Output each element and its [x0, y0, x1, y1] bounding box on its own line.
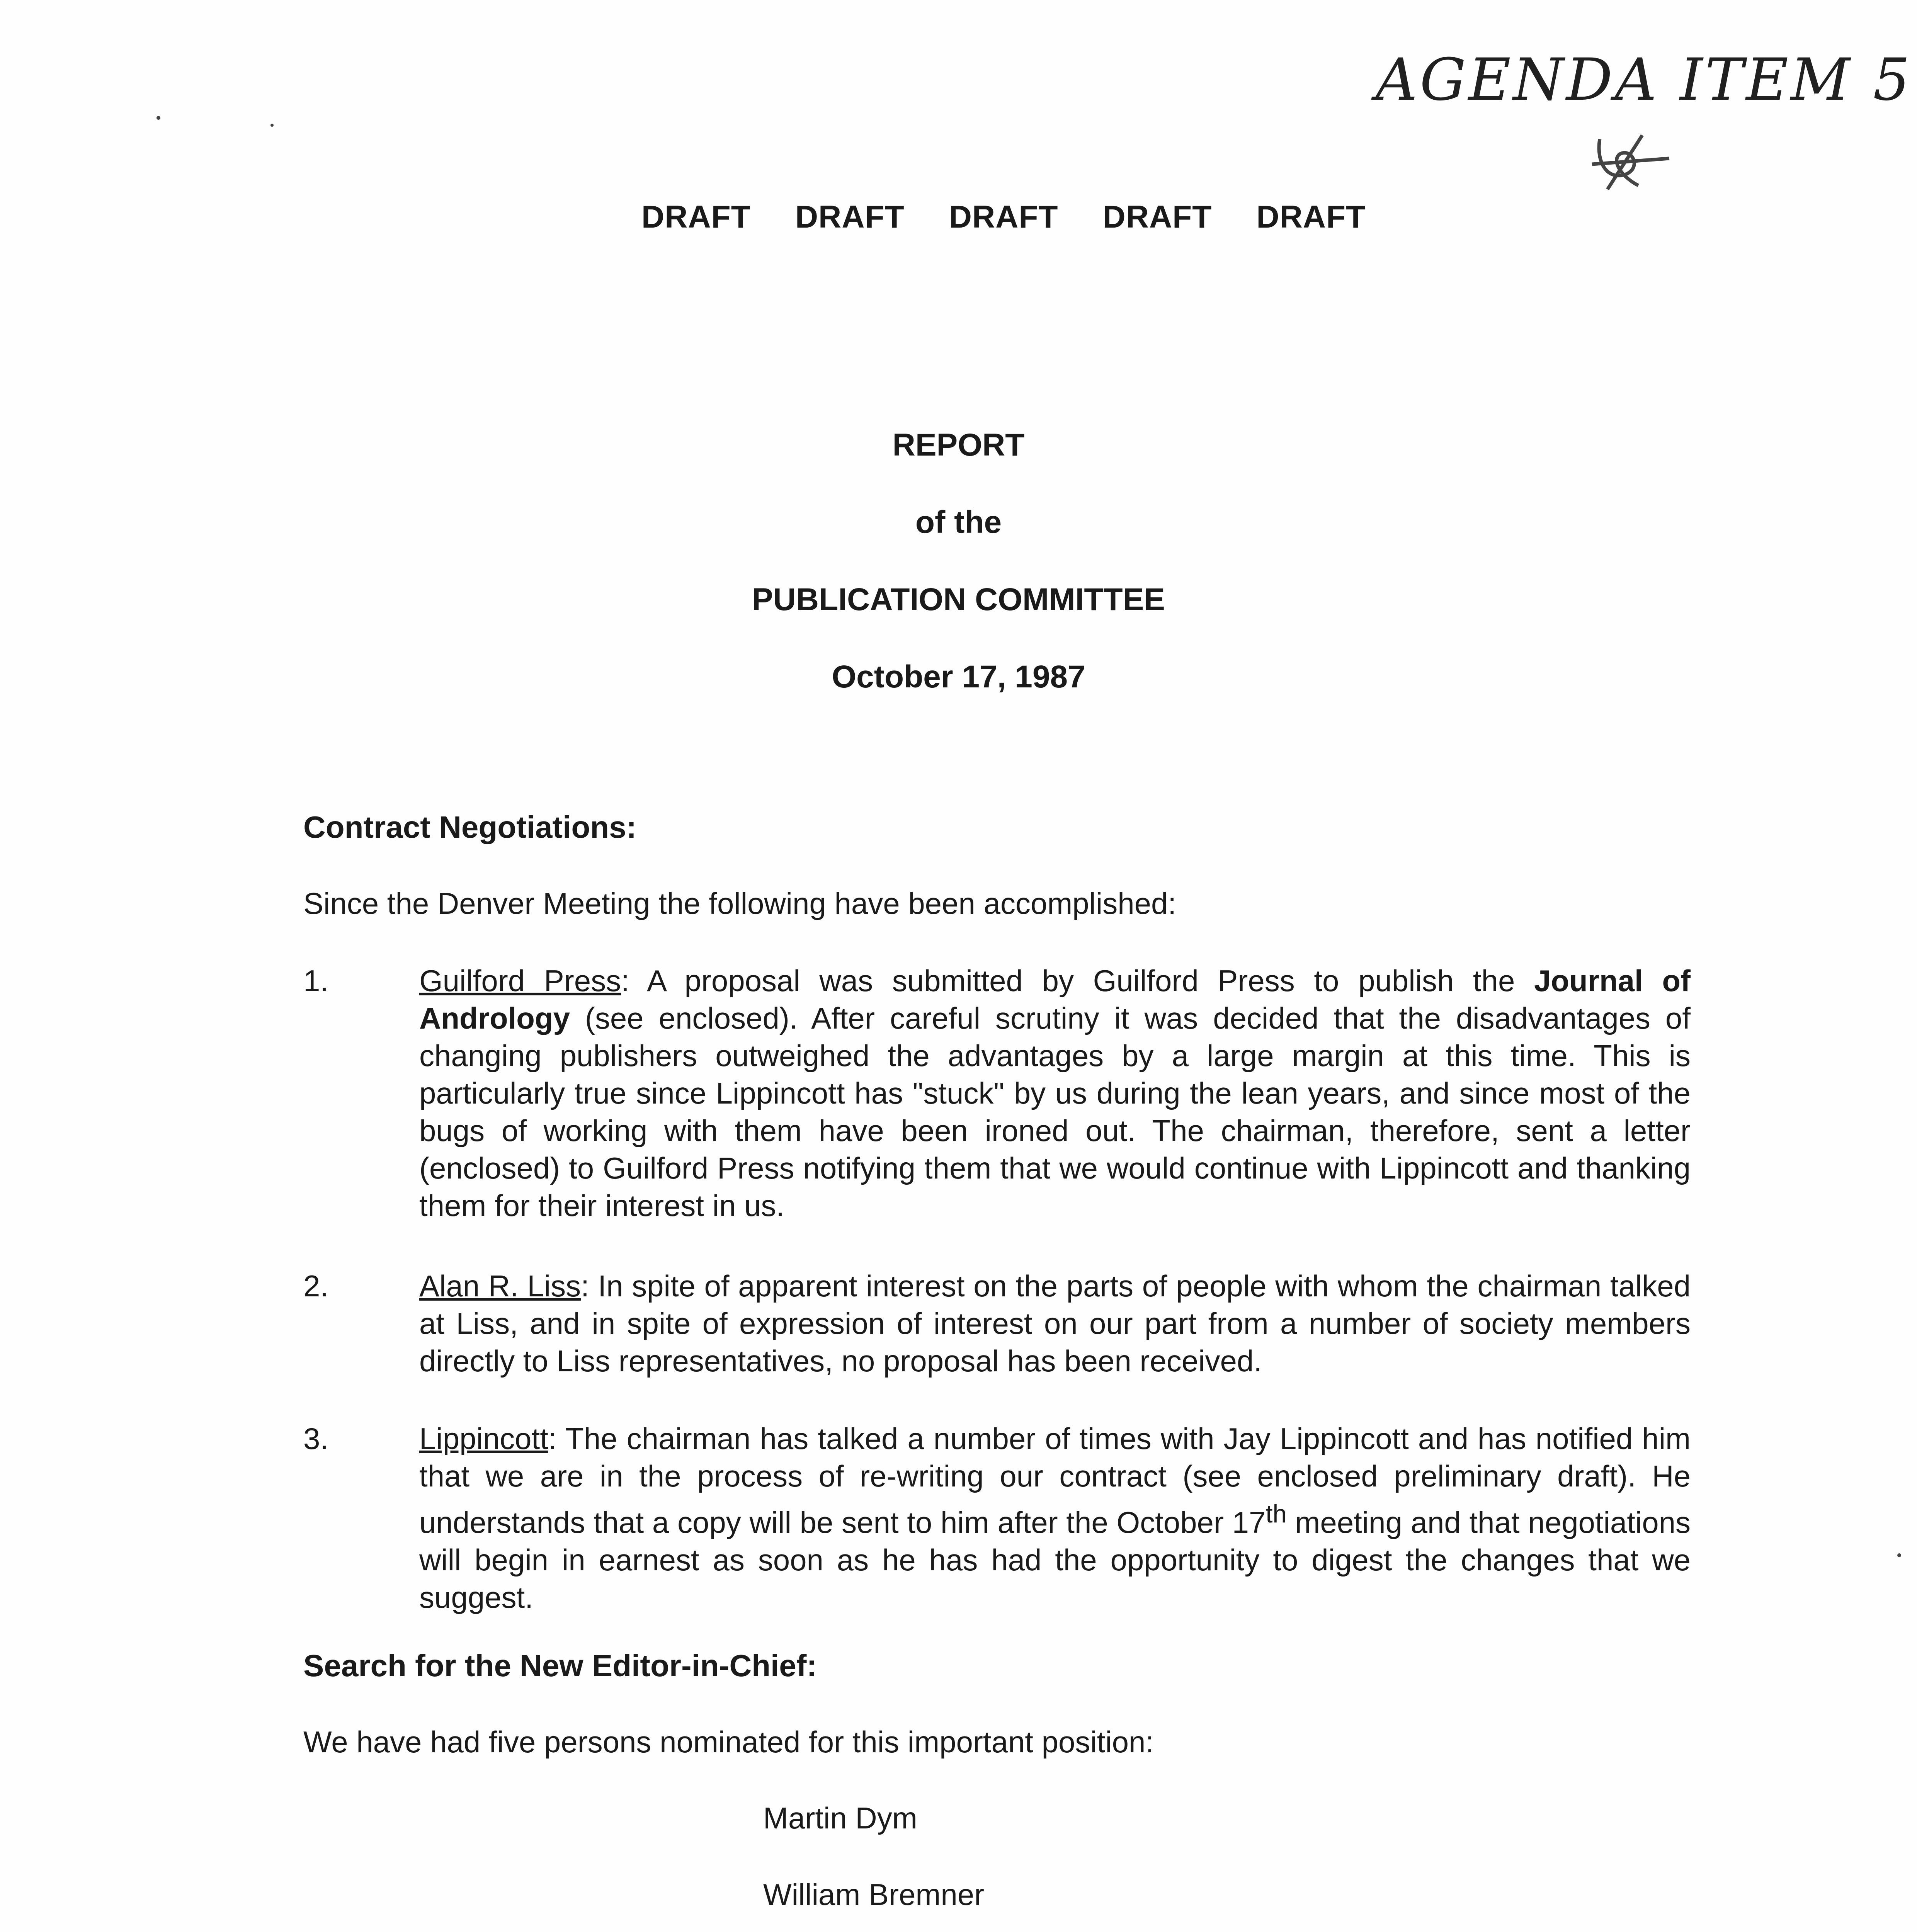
item-superscript: th: [1266, 1500, 1287, 1528]
item-label: Guilford Press: [419, 964, 621, 998]
draft-mark: DRAFT: [1256, 199, 1366, 235]
item-text: : A proposal was submitted by Guilford Press to publish the: [621, 964, 1534, 998]
item-label: Alan R. Liss: [419, 1269, 581, 1303]
item-number: 2.: [303, 1269, 329, 1303]
contract-intro: Since the Denver Meeting the following have been accomplished:: [303, 886, 1177, 920]
handwritten-agenda-note: AGENDA ITEM 5: [1376, 46, 1912, 114]
item-text: meeting and that negotiations will begin in earnest as soon as he has had the opportunity to digest the changes that we suggest.: [419, 1505, 1691, 1614]
scan-speck: [1897, 1553, 1901, 1557]
item-body: [419, 1420, 1691, 1616]
draft-mark: DRAFT: [641, 199, 751, 235]
report-title: REPORT: [892, 427, 1025, 463]
item-text: (see enclosed). After careful scrutiny it was decided that the disadvantages of changing publishers outweighed the advantages by a large margin at this time. This is particularly true since Lippincott has "stuck" by us during the lean years, and since most of the bugs of working with them have been ironed out. The chairman, therefore, sent a letter (enclosed) to Guilford Press notifying them that we would continue with Lippincott and thanking them for their interest in us.: [419, 1001, 1691, 1223]
report-title-of-the: of the: [915, 505, 1002, 540]
scan-speck: [270, 124, 274, 127]
item-text: : In spite of apparent interest on the parts of people with whom the chairman talked at Liss, and in spite of expression of interest on our part from a number of society members directly to Liss representatives, no proposal has been received.: [419, 1269, 1691, 1378]
committee-name: PUBLICATION COMMITTEE: [752, 582, 1165, 617]
draft-mark: DRAFT: [949, 199, 1058, 235]
item-text: : The chairman has talked a number of times with Jay Lippincott and has notified him that we are in the process of re-writing our contract (see enclosed preliminary draft). He understands that a copy will be sent to him after the October 17: [419, 1422, 1691, 1539]
item-body: [419, 1267, 1691, 1380]
editor-search-heading: Search for the New Editor-in-Chief:: [303, 1648, 817, 1683]
nominee-name: William Bremner: [763, 1878, 985, 1912]
draft-mark: DRAFT: [1102, 199, 1212, 235]
scan-speck: [156, 116, 160, 120]
item-label: Lippincott: [419, 1422, 548, 1456]
report-date: October 17, 1987: [832, 659, 1085, 694]
draft-mark: DRAFT: [795, 199, 905, 235]
handwritten-initials-mark: [1584, 128, 1673, 197]
item-body: [419, 962, 1691, 1225]
item-number: 1.: [303, 964, 329, 998]
nominee-name: Martin Dym: [763, 1801, 917, 1835]
item-number: 3.: [303, 1422, 329, 1456]
journal-name: Journal of Andrology: [419, 964, 1691, 1035]
contract-negotiations-heading: Contract Negotiations:: [303, 810, 637, 844]
draft-marks-row: [641, 199, 1366, 235]
editor-search-intro: We have had five persons nominated for this important position:: [303, 1725, 1154, 1759]
